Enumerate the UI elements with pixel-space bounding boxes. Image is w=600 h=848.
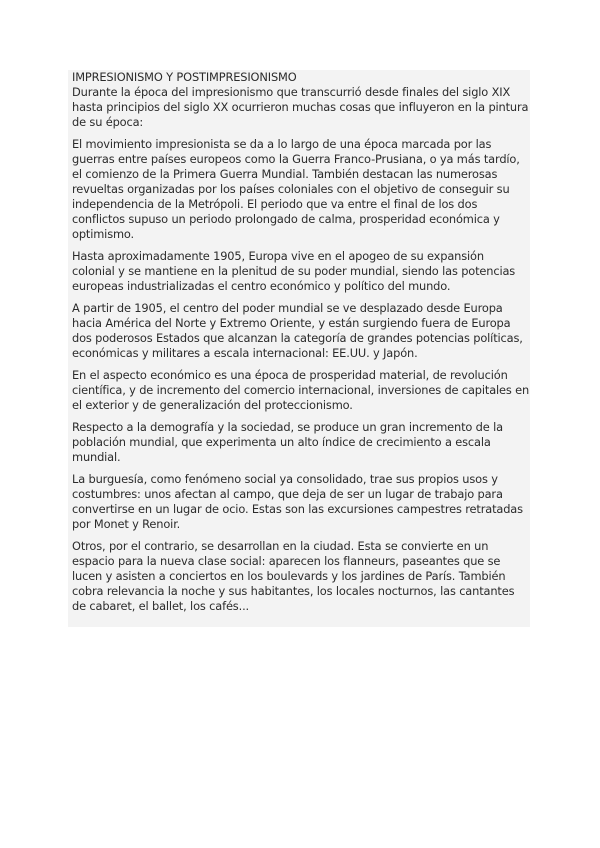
paragraph-bourgeoisie: La burguesía, como fenómeno social ya consolidado, trae sus propios usos y costumbres: unos afectan al campo, que deja de ser un lugar de trabajo para convertirse en un lugar de ocio. Estas son las excursiones campestres retratadas por Monet y Renoir. [72,472,523,531]
paragraph-intro: Durante la época del impresionismo que transcurrió desde finales del siglo XIX hasta principios del siglo XX ocurrieron muchas cosas que influyeron en la pintura de su época: [72,85,529,129]
paragraph-demography: Respecto a la demografía y la sociedad, se produce un gran incremento de la población mundial, que experimenta un alto índice de crecimiento a escala mundial. [72,420,503,464]
document-title: IMPRESIONISMO Y POSTIMPRESIONISMO [72,70,297,84]
paragraph-economy: En el aspecto económico es una época de prosperidad material, de revolución científica, y de incremento del comercio internacional, inversiones de capitales en el exterior y de generalización del proteccionismo. [72,368,530,412]
document-body [68,70,530,627]
paragraph-world-power-shift: A partir de 1905, el centro del poder mundial se ve desplazado desde Europa hacia América del Norte y Extremo Oriente, y están surgiendo fuera de Europa dos poderosos Estados que alcanzan la categoría de grandes potencias políticas, económicas y militares a escala internacional: EE.UU. y Japón. [72,301,523,360]
paragraph-colonial-expansion: Hasta aproximadamente 1905, Europa vive en el apogeo de su expansión colonial y se mantiene en la plenitud de su poder mundial, siendo las potencias europeas industrializadas el centro económico y político del mundo. [72,249,516,293]
paragraph-wars: El movimiento impresionista se da a lo largo de una época marcada por las guerras entre países europeos como la Guerra Franco-Prusiana, o ya más tardío, el comienzo de la Primera Guerra Mundial. También destacan las numerosas revueltas organizadas por los países coloniales con el objetivo de conseguir su independencia de la Metrópoli. El periodo que va entre el final de los dos conflictos supuso un periodo prolongado de calma, prosperidad económica y optimismo. [72,137,520,241]
paragraph-city-life: Otros, por el contrario, se desarrollan en la ciudad. Esta se convierte en un espacio para la nueva clase social: aparecen los flanneurs, paseantes que se lucen y asisten a conciertos en los boulevards y los jardines de París. También cobra relevancia la noche y sus habitantes, los locales nocturnos, las cantantes de cabaret, el ballet, los cafés... [72,539,515,613]
